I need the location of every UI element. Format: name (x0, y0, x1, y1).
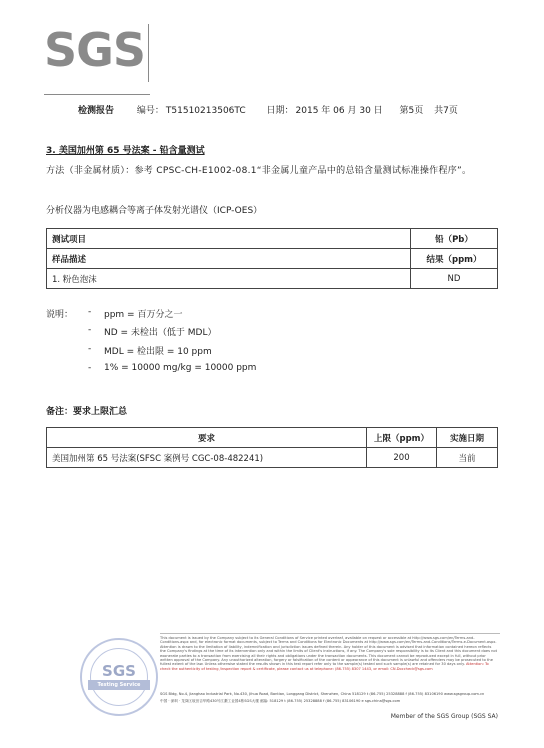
note-item: ppm = 百万分之一 (104, 310, 183, 320)
header-result: 结果（ppm） (411, 249, 498, 269)
report-number-label: 编号： (136, 106, 164, 116)
report-number: T51510213506TC (165, 106, 246, 116)
table-row (47, 269, 498, 289)
notes-title: 说明： (46, 310, 74, 320)
header-test-item: 测试项目 (47, 229, 411, 249)
logo-divider-vertical (148, 24, 149, 82)
footer-attention: Attention: To check the authenticity of testing /inspection report & certificate, please contact us at telephone: (86-755) 8307 1443, or email: CN.Doccheck@sgs.com (160, 662, 489, 671)
note-item: ND = 未检出（低于 MDL） (104, 328, 217, 338)
header-sample-desc: 样品描述 (47, 249, 411, 269)
note-bullet: - (88, 307, 92, 317)
requirement-limit: 200 (367, 448, 437, 468)
requirement-date: 当前 (437, 448, 498, 468)
report-header (78, 103, 498, 116)
note-bullet: - (88, 325, 92, 335)
sgs-logo (44, 24, 148, 76)
page-number: 第5页 (399, 106, 424, 116)
table-row (47, 249, 498, 269)
footer-terms (160, 636, 498, 671)
page-total: 共7页 (434, 106, 458, 116)
header-limit: 上限（ppm） (367, 428, 437, 448)
seal-band: Testing Service (88, 680, 150, 690)
footer-address-cn: 中国 · 深圳 · 龙岗区坂田吉华路430号江灏工业园4栋SGS大楼 邮编: 518129 t (86-755) 25328888 f (86-755) 83106190 e sgs.china@sgs.com (160, 699, 401, 703)
requirement-name: 美国加州第 65 号法案(SFSC 案例号 CGC-08-482241) (47, 448, 367, 468)
member-line: Member of the SGS Group (SGS SA) (390, 713, 498, 720)
footer-address (160, 691, 498, 705)
table-row (47, 229, 498, 249)
instrument-text: 分析仪器为电感耦合等离子体发射光谱仪（ICP-OES） (46, 206, 263, 216)
footer-address-en: SGS Bldg, No.4, Jianghao Industrial Park, No.430, Jihua Road, Bantian, Longgang District, Shenzhen, China 518129 t (86-755) 25328888 f (86-755) 83106190 www.sgsgroup.com.cn (160, 692, 485, 696)
limits-table (46, 427, 498, 468)
seal-logo: SGS (102, 662, 136, 680)
method-text: 方法（非金属材质）：参考 CPSC-CH-E1002-08.1“非金属儿童产品中的总铅含量测试标准操作程序”。 (46, 166, 472, 176)
note-bullet: - (88, 344, 92, 354)
report-date-label: 日期： (266, 106, 294, 116)
note-item: MDL = 检出限 = 10 ppm (104, 347, 212, 357)
note-item: 1% = 10000 mg/kg = 10000 ppm (104, 363, 257, 373)
logo-divider-horizontal (44, 94, 150, 95)
report-label: 检测报告 (78, 106, 115, 116)
note-bullet: - (88, 363, 92, 373)
header-effective-date: 实施日期 (437, 428, 498, 448)
sample-name: 1. 粉色泡沫 (47, 269, 411, 289)
header-element: 铅（Pb） (411, 229, 498, 249)
sample-result: ND (411, 269, 498, 289)
sgs-seal-stamp (80, 638, 158, 716)
table-row (47, 428, 498, 448)
remarks-title: 备注：要求上限汇总 (46, 407, 128, 417)
footer-divider (160, 633, 500, 634)
report-date: 2015 年 06 月 30 日 (295, 106, 383, 116)
section-title: 3. 美国加州第 65 号法案 - 铅含量测试 (46, 146, 205, 156)
header-requirement: 要求 (47, 428, 367, 448)
footer-terms-text: This document is issued by the Company subject to its General Conditions of Service printed overleaf, available on request or accessible at http://www.sgs.com/en/Terms-and-Conditions.aspx and, for electronic format documents, subject to Terms and Conditions for Electronic Documents at http://www.sgs.com/en/Terms-and-Conditions/Terms-e-Document.aspx. Attention is drawn to the limitation of liability, indemnification and jurisdiction issues defined therein. Any holder of this document is advised that information contained hereon reflects the Company's findings at the time of its intervention only and within the limits of Client's instructions, if any. The Company's sole responsibility is to its Client and this document does not exonerate parties to a transaction from exercising all their rights and obligations under the transaction documents. This document cannot be reproduced except in full, without prior written approval of the Company. Any unauthorized alteration, forgery or falsification of the content or appearance of this document is unlawful and offenders may be prosecuted to the fullest extent of the law. Unless otherwise stated the results shown in this test report refer only to the sample(s) tested and such sample(s) are retained for 30 days only. (160, 636, 498, 667)
result-table (46, 228, 498, 289)
table-row (47, 448, 498, 468)
logo-text: SGS (44, 23, 146, 77)
